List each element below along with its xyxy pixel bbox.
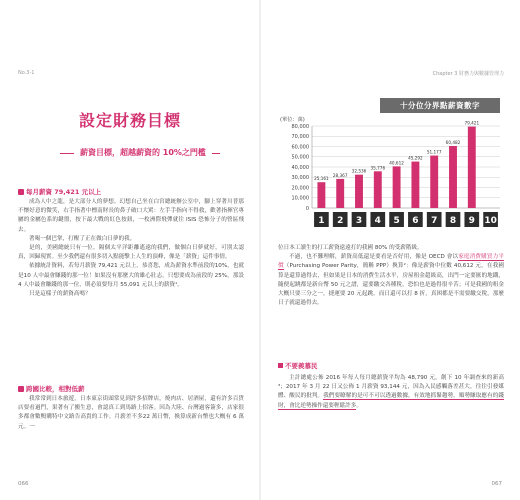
- category-label: 6: [412, 216, 419, 226]
- bar: [430, 156, 438, 208]
- category-label: 7: [431, 216, 438, 226]
- section-title-text: 不要羨慕民: [285, 362, 318, 370]
- category-label: 9: [468, 216, 475, 226]
- paragraph: 位日本工讀生的打工薪資遠遠打約我國 80% 的受薪階級。: [278, 245, 423, 251]
- section-title-salary: [18, 187, 101, 196]
- bar: [374, 171, 382, 208]
- underlined-text: 我們要瞭解的是可不可以透過數據，有效地抓緊趨勢，順勢賺取應有的錢財，會比逆勢操作還要輕鬆許多: [278, 393, 504, 409]
- bar: [317, 182, 325, 208]
- paragraph: 是的，美國總統只有一位。隔個太平洋距離遙遠的我們，做個白日夢就好，可別太認真，回歸現實。至少我們還有很多切入點能擊上人生的頂峰，像是「薪資」這件事情。: [18, 245, 244, 261]
- y-tick-label: 50,000: [291, 154, 309, 161]
- paragraph: 依據統計資料，若每月薪資 79,421 元以上，恭喜您，成為薪資水準前段的10%，也就是10 人中最會賺錢的那一位！如果沒有那麼大的雄心壯志，只想要成為前段的 25%，那設 4 人中最會賺錢的那一位，則必須要每月 55,091 元以上的薪資¹。: [18, 263, 244, 288]
- y-tick-label: 20,000: [291, 185, 309, 192]
- square-bullet-icon: [278, 363, 283, 368]
- text-run: 主計總處公佈 2016 年每人每月總薪資平均為 48,790 元，創下 10 年調查來的新高³；2017 年 3 月 22 日又公佈 1 月薪資 93,144 元，因為入民感觸落差甚大，往往引發媒體、酸民的批判。: [278, 375, 504, 400]
- y-tick-label: 40,000: [291, 164, 309, 171]
- paragraph: 我常常到日本旅遊，日本東京街頭常見到許多招牌店，燒肉店、居酒屋，還有許多百貨店要看過門，果著有了搬生意，會認真工到馬路上招客。因為大陸、台灣過客簽多，店家很多都會數鴨購特中文路告高貴的工作。月薪差不多22 萬日幣，換算成新台幣也大概有 6 萬元。一: [18, 396, 244, 430]
- chart-title: 十分位分界點薪資數字: [380, 98, 500, 113]
- category-label: 3: [355, 216, 363, 226]
- section-title-text: 每月薪資 79,421 元以上: [26, 188, 102, 196]
- data-label: 51,177: [426, 149, 442, 155]
- text-run: 。: [356, 402, 362, 409]
- question-line: 只是這樣子的薪資高嗎？: [29, 291, 91, 298]
- y-axis-label: (單位：萬): [280, 117, 305, 123]
- right-page: [260, 0, 520, 500]
- paragraph: 成為人中之龍，是大部分人的夢想。幻想自己坐在白宮總統辦公室中，腳上穿著川普那不懷好意的微笑，右手指著中標南財長的鼻子破口大罵：左手手指向不得救，歡著指揮官專屬的金屬色系的鍵盤，按下最大戰的紅色按鈕，一枚洲際飛彈就往 ISIS 恐怖分子的營區飛去。: [18, 199, 244, 233]
- data-label: 60,482: [445, 140, 461, 146]
- paragraph: [278, 374, 504, 411]
- data-label: 28,367: [332, 172, 348, 178]
- banner-text: 薪資目標，超越薪資的 10%之門檻: [74, 146, 212, 159]
- paragraph-ppp: [278, 253, 504, 308]
- category-label: 1: [318, 216, 325, 226]
- page-number-left: 066: [18, 481, 29, 487]
- square-bullet-icon: [18, 386, 24, 392]
- y-tick-label: 70,000: [291, 134, 309, 141]
- category-label: 5: [393, 216, 400, 226]
- page-title: 設定財務目標: [78, 111, 181, 130]
- data-label: 45,292: [408, 155, 423, 161]
- bar: [411, 162, 419, 208]
- data-label: 79,421: [464, 120, 480, 126]
- page-header-right: Chapter 3 財務力與數據管理力: [432, 71, 504, 77]
- page-number-right: 067: [491, 481, 502, 487]
- bar: [393, 166, 401, 208]
- y-tick-label: 30,000: [291, 175, 309, 182]
- highlighted-term: 家庭消費購買力平價: [278, 254, 504, 270]
- y-tick-label: 0: [305, 205, 309, 212]
- section-title-text: 跨國比較，相對低薪: [26, 385, 85, 393]
- text-run: 不過，也不難理解，薪資高低還是要看是否好用，像是 OECD 會以: [289, 254, 459, 261]
- bar: [468, 127, 476, 208]
- bar: [336, 179, 344, 208]
- section-title-compare: [18, 384, 85, 393]
- y-tick-label: 60,000: [291, 144, 309, 151]
- square-bullet-icon: [18, 189, 24, 195]
- bar: [355, 175, 363, 208]
- data-label: 25,161: [314, 176, 329, 182]
- body-text-left-2: [18, 395, 244, 432]
- body-text-right-2: [278, 374, 504, 411]
- category-label: 8: [449, 216, 457, 226]
- section-title-right: [278, 361, 318, 370]
- decile-salary-chart: [280, 114, 505, 232]
- body-text-left: [18, 198, 244, 299]
- page-header-left: No.3-1: [18, 70, 35, 76]
- category-label: 10: [484, 216, 497, 226]
- paragraph: 著喝一個巴掌，打醒了正在做白日夢的我。: [29, 235, 136, 242]
- bar: [449, 146, 457, 208]
- data-label: 32,536: [351, 168, 367, 174]
- text-run: （Purchasing Power Parity，簡稱 PPP）換算²：像是薪資中位數 40,612 元，在我國算是還算過得去，但如果是日本的消費生活水平，房屋租金超級高，出門一定要匯的地鐵，隨便起跳都是新台幣 50 元之譜，還要繳交各種稅，恐怕也是過得很辛苦；可是我國的租金大概只要三分之一，捷運要 20 元起跳，而日還可以打 8 折，真困都是不需要繳交稅，那麼日子就還過得去。: [278, 263, 504, 307]
- banner: [60, 146, 220, 160]
- body-text-right: [278, 244, 504, 308]
- y-tick-label: 10,000: [291, 195, 309, 202]
- data-label: 40,612: [389, 160, 404, 166]
- category-label: 2: [337, 216, 344, 226]
- y-tick-label: 80,000: [291, 123, 309, 130]
- category-label: 4: [374, 216, 381, 226]
- data-label: 35,776: [370, 165, 386, 171]
